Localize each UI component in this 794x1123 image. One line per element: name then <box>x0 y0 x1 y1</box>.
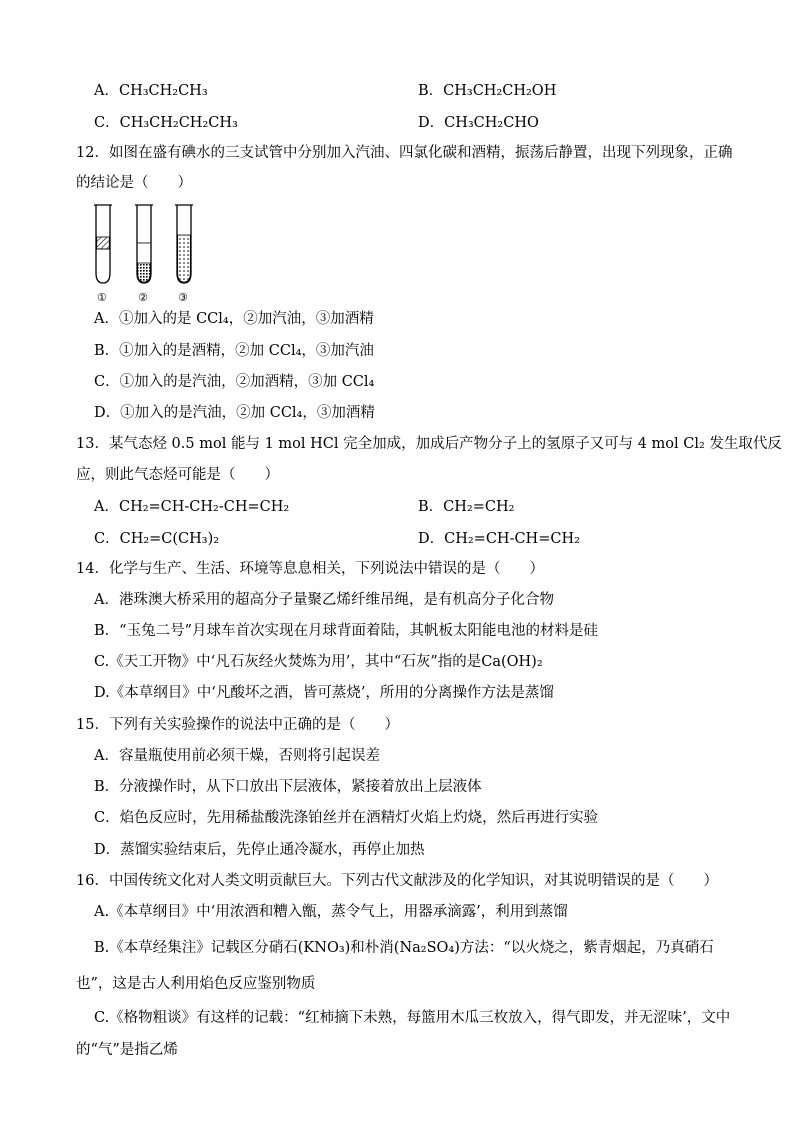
q11-option-a: A．CH₃CH₂CH₃ <box>94 83 208 99</box>
q12-stem-line1: 12．如图在盛有碘水的三支试管中分别加入汽油、四氯化碳和酒精，振荡后静置，出现下列现象，正确 <box>76 145 733 161</box>
test-tube-1 <box>94 205 112 283</box>
q14-stem: 14．化学与生产、生活、环境等息息相关，下列说法中错误的是（ ） <box>76 561 544 577</box>
q14-option-a: A．港珠澳大桥采用的超高分子量聚乙烯纤维吊绳，是有机高分子化合物 <box>94 592 554 608</box>
q13-option-c: C．CH₂=C(CH₃)₂ <box>94 531 220 547</box>
q15-option-c: C．焰色反应时，先用稀盐酸洗涤铂丝并在酒精灯火焰上灼烧，然后再进行实验 <box>94 810 599 826</box>
q16-option-a: A.《本草纲目》中‘用浓酒和糟入甑，蒸令气上，用器承滴露’，利用到蒸馏 <box>94 904 568 920</box>
q15-stem: 15．下列有关实验操作的说法中正确的是（ ） <box>76 717 399 733</box>
q15-option-d: D．蒸馏实验结束后，先停止通冷凝水，再停止加热 <box>94 842 425 858</box>
q14-option-d: D.《本草纲目》中‘凡酸坏之酒，皆可蒸烧’，所用的分离操作方法是蒸馏 <box>94 685 554 701</box>
q16-option-c-line1: C.《格物粗谈》有这样的记载：“红柿摘下未熟，每篮用木瓜三枚放入，得气即发，并无涩味’，文中 <box>94 1010 731 1026</box>
q15-option-b: B．分液操作时，从下口放出下层液体，紧接着放出上层液体 <box>94 779 482 795</box>
q13-option-a: A．CH₂=CH-CH₂-CH=CH₂ <box>94 499 290 515</box>
q12-option-c: C．①加入的是汽油，②加酒精，③加 CCl₄ <box>94 374 375 390</box>
q16-option-b-line2: 也”，这是古人利用焰色反应鉴别物质 <box>76 976 316 992</box>
q14-option-b: B．“玉兔二号”月球车首次实现在月球背面着陆，其帆板太阳能电池的材料是硅 <box>94 623 598 639</box>
q16-option-c-line2: 的“气”是指乙烯 <box>76 1042 178 1058</box>
q11-option-b: B．CH₃CH₂CH₂OH <box>418 83 557 99</box>
q16-stem: 16．中国传统文化对人类文明贡献巨大。下列古代文献涉及的化学知识，对其说明错误的是（ ） <box>76 873 718 889</box>
test-tubes-figure <box>86 201 206 305</box>
q12-option-a: A．①加入的是 CCl₄，②加汽油，③加酒精 <box>94 311 374 327</box>
q13-stem-line2: 应，则此气态烃可能是（ ） <box>76 467 279 483</box>
q15-option-a: A．容量瓶使用前必须干燥，否则将引起误差 <box>94 748 380 764</box>
q13-option-b: B．CH₂=CH₂ <box>418 499 515 515</box>
q11-option-c: C．CH₃CH₂CH₂CH₃ <box>94 115 238 131</box>
tube-label-1: ① <box>97 291 107 304</box>
q12-stem-line2: 的结论是（ ） <box>76 175 192 191</box>
q12-option-b: B．①加入的是酒精，②加 CCl₄，③加汽油 <box>94 343 374 359</box>
q13-stem-line1: 13．某气态烃 0.5 mol 能与 1 mol HCl 完全加成，加成后产物分子上的氢原子又可与 4 mol Cl₂ 发生取代反 <box>76 436 782 452</box>
tube-label-2: ② <box>138 291 148 304</box>
q11-option-d: D．CH₃CH₂CHO <box>418 115 539 131</box>
test-tube-3 <box>175 205 193 283</box>
q13-option-d: D．CH₂=CH-CH=CH₂ <box>418 531 580 547</box>
tube-label-3: ③ <box>178 291 188 304</box>
test-tube-2 <box>135 205 153 283</box>
q16-option-b-line1: B.《本草经集注》记载区分硝石(KNO₃)和朴消(Na₂SO₄)方法：“以火烧之，紫青烟起，乃真硝石 <box>94 940 714 956</box>
q14-option-c: C.《天工开物》中‘凡石灰经火焚炼为用’，其中“石灰”指的是Ca(OH)₂ <box>94 654 543 670</box>
q12-option-d: D．①加入的是汽油，②加 CCl₄，③加酒精 <box>94 405 375 421</box>
